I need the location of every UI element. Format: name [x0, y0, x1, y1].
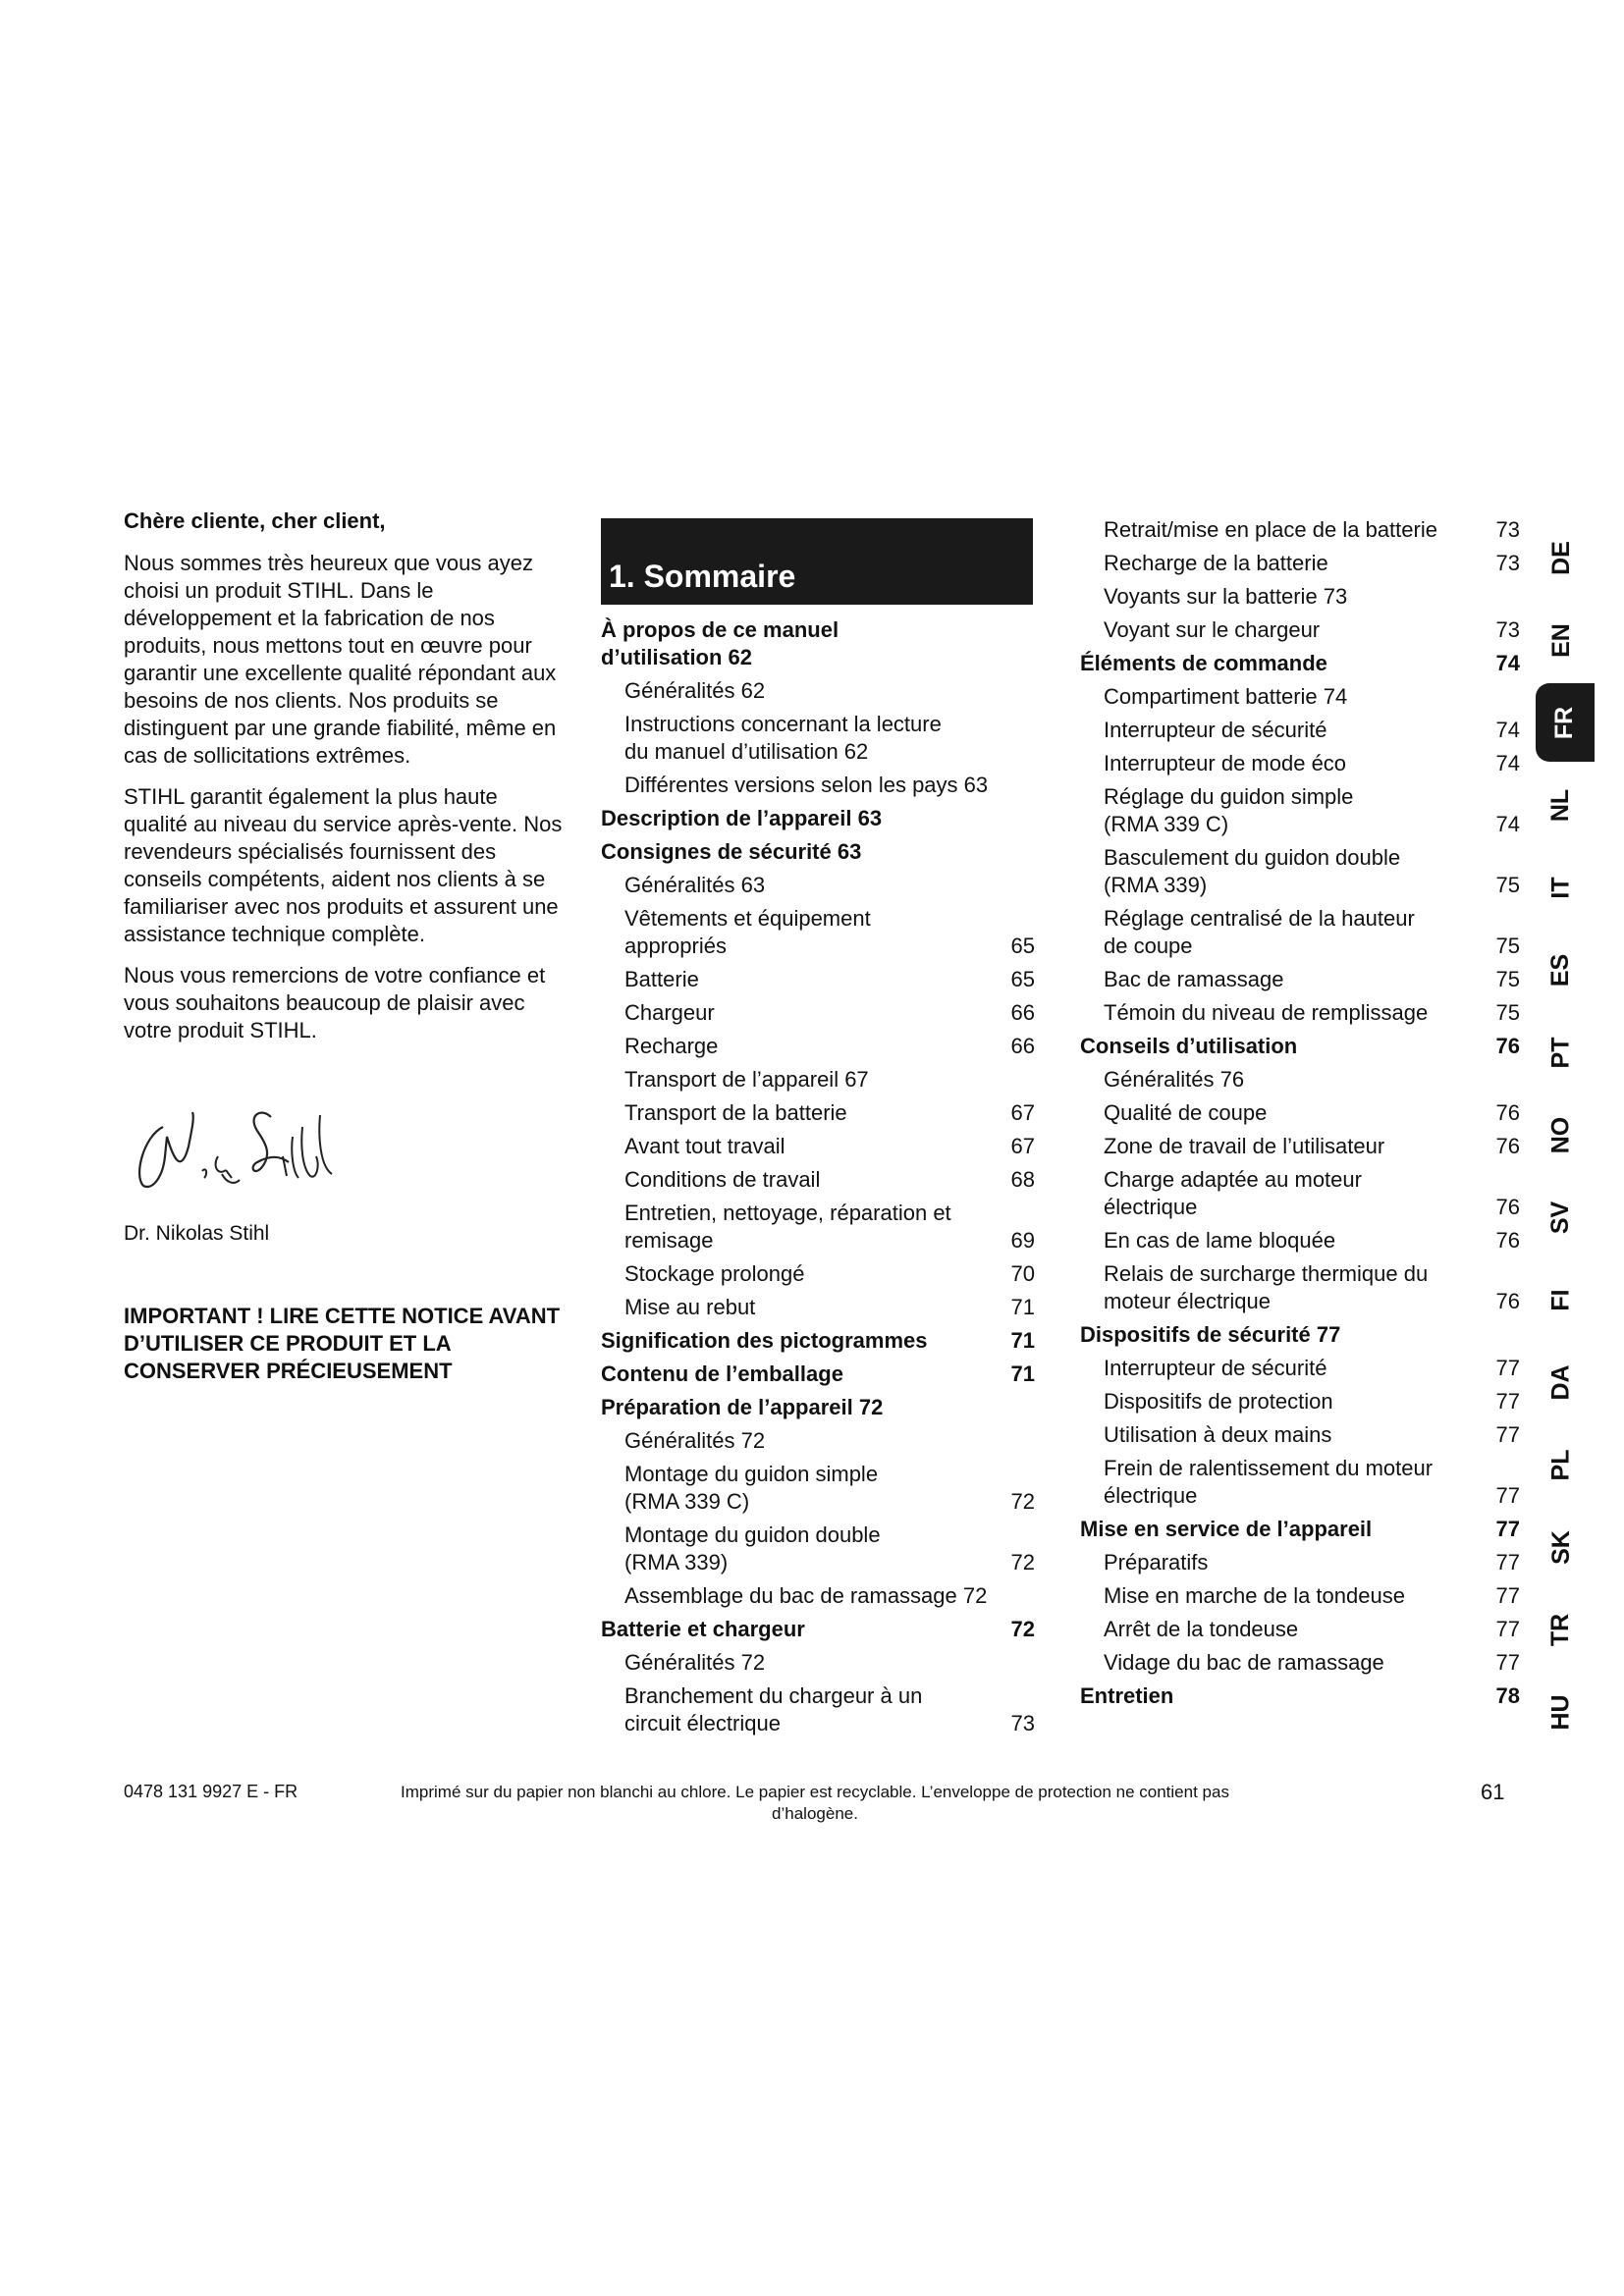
- toc-heading[interactable]: [601, 1394, 1035, 1421]
- toc-title: Frein de ralentissement du moteur électrique: [1104, 1456, 1434, 1508]
- toc-entry[interactable]: [1080, 1355, 1520, 1382]
- toc-title: Témoin du niveau de remplissage: [1104, 1000, 1429, 1025]
- toc-page-number: 75: [1495, 934, 1520, 958]
- toc-title: Branchement du chargeur à un circuit électrique: [624, 1683, 923, 1735]
- toc-page-number: 77: [1495, 1517, 1520, 1541]
- toc-page-number: 68: [1010, 1167, 1035, 1192]
- signer-name: Dr. Nikolas Stihl: [124, 1222, 270, 1245]
- toc-page-number: 73: [1495, 617, 1520, 642]
- toc-page-number: 76: [1495, 1228, 1520, 1253]
- language-tab-label: SK: [1546, 1529, 1575, 1565]
- toc-title: Voyant sur le chargeur: [1104, 617, 1321, 642]
- toc-entry[interactable]: [601, 711, 1035, 766]
- toc-title: Généralités 72: [624, 1650, 766, 1675]
- language-tab-label: DE: [1546, 540, 1575, 575]
- toc-entry[interactable]: [1080, 1166, 1520, 1221]
- language-tab-pl[interactable]: [1532, 1425, 1591, 1504]
- toc-entry[interactable]: [601, 1200, 1035, 1255]
- toc-entry[interactable]: [601, 905, 1035, 960]
- toc-title: Éléments de commande: [1080, 651, 1327, 675]
- toc-entry[interactable]: [601, 999, 1035, 1027]
- toc-page-number: 72: [1010, 1617, 1035, 1641]
- language-tab-label: PL: [1546, 1449, 1575, 1480]
- toc-page-number: 71: [1010, 1295, 1035, 1319]
- toc-page-number: 69: [1010, 1228, 1035, 1253]
- toc-entry[interactable]: [1080, 1649, 1520, 1677]
- toc-title: Transport de la batterie: [624, 1100, 847, 1125]
- toc-page-number: 71: [1010, 1328, 1035, 1353]
- language-tab-en[interactable]: [1532, 601, 1591, 679]
- toc-entry[interactable]: [601, 1260, 1035, 1288]
- toc-title: Réglage du guidon simple (RMA 339 C): [1104, 784, 1354, 836]
- toc-page-number: 76: [1495, 1034, 1520, 1058]
- toc-title: Conditions de travail: [624, 1167, 821, 1192]
- language-tab-tr[interactable]: [1532, 1590, 1591, 1669]
- important-notice: IMPORTANT ! LIRE CETTE NOTICE AVANT D’UTILISER CE PRODUIT ET LA CONSERVER PRÉCIEUSEMENT: [124, 1304, 561, 1383]
- toc-entry[interactable]: [1080, 1260, 1520, 1315]
- toc-page-number: 77: [1495, 1583, 1520, 1608]
- toc-entry[interactable]: [1080, 783, 1520, 838]
- toc-title: Mise au rebut: [624, 1295, 756, 1319]
- toc-heading[interactable]: [1080, 1321, 1520, 1349]
- toc-page-number: 75: [1495, 1000, 1520, 1025]
- toc-title: Avant tout travail: [624, 1134, 785, 1158]
- toc-title: Compartiment batterie 74: [1104, 684, 1348, 709]
- toc-page-number: 70: [1010, 1261, 1035, 1286]
- toc-title: Préparation de l’appareil 72: [601, 1395, 884, 1419]
- toc-entry[interactable]: [1080, 844, 1520, 899]
- toc-entry[interactable]: [601, 1166, 1035, 1194]
- toc-title: Généralités 62: [624, 678, 766, 703]
- page-number: 61: [1481, 1780, 1505, 1804]
- language-tab-label: FR: [1550, 706, 1579, 739]
- toc-page-number: 73: [1495, 517, 1520, 542]
- language-tab-da[interactable]: [1532, 1343, 1591, 1421]
- toc-page-number: 65: [1010, 967, 1035, 991]
- toc-page-number: 67: [1010, 1100, 1035, 1125]
- toc-page-number: 74: [1495, 751, 1520, 775]
- toc-page-number: 77: [1495, 1617, 1520, 1641]
- toc-title: Mise en service de l’appareil: [1080, 1517, 1373, 1541]
- toc-page-number: 75: [1495, 873, 1520, 897]
- language-tab-label: IT: [1546, 876, 1575, 899]
- toc-heading[interactable]: [1080, 1516, 1520, 1543]
- toc-entry[interactable]: [601, 1682, 1035, 1737]
- toc-page-number: 77: [1495, 1422, 1520, 1447]
- toc-page-number: 66: [1010, 1000, 1035, 1025]
- toc-title: Chargeur: [624, 1000, 715, 1025]
- toc-title: Voyants sur la batterie 73: [1104, 584, 1348, 609]
- toc-title: Signification des pictogrammes: [601, 1328, 928, 1353]
- toc-entry[interactable]: [601, 872, 1035, 899]
- toc-page-number: 65: [1010, 934, 1035, 958]
- toc-entry[interactable]: [601, 1461, 1035, 1516]
- toc-title: Basculement du guidon double (RMA 339): [1104, 845, 1401, 897]
- language-tab-es[interactable]: [1532, 931, 1591, 1009]
- toc-entry[interactable]: [601, 1099, 1035, 1127]
- toc-title: Interrupteur de sécurité: [1104, 1356, 1327, 1380]
- toc-page-number: 77: [1495, 1356, 1520, 1380]
- greeting: Chère cliente, cher client,: [124, 508, 386, 533]
- toc-title: Vêtements et équipement appropriés: [624, 906, 871, 958]
- language-tab-it[interactable]: [1532, 848, 1591, 927]
- toc-title: Transport de l’appareil 67: [624, 1067, 869, 1092]
- toc-page-number: 76: [1495, 1195, 1520, 1219]
- toc-entry[interactable]: [1080, 1388, 1520, 1415]
- document-code: 0478 131 9927 E - FR: [124, 1782, 298, 1801]
- toc-title: Stockage prolongé: [624, 1261, 805, 1286]
- toc-entry[interactable]: [1080, 905, 1520, 960]
- language-tab-fr[interactable]: [1536, 683, 1595, 762]
- toc-entry[interactable]: [1080, 1099, 1520, 1127]
- toc-page-number: 74: [1495, 812, 1520, 836]
- toc-entry[interactable]: [601, 966, 1035, 993]
- toc-title: En cas de lame bloquée: [1104, 1228, 1336, 1253]
- toc-entry[interactable]: [1080, 516, 1520, 544]
- toc-title: Entretien, nettoyage, réparation et remisage: [624, 1201, 951, 1253]
- toc-title: Instructions concernant la lecture du manuel d’utilisation 62: [624, 712, 942, 764]
- toc-heading[interactable]: [601, 805, 1035, 832]
- section-title: 1. Sommaire: [609, 559, 796, 594]
- toc-heading[interactable]: [1080, 650, 1520, 677]
- toc-title: Dispositifs de protection: [1104, 1389, 1333, 1414]
- toc-entry[interactable]: [601, 1427, 1035, 1455]
- toc-entry[interactable]: [601, 1133, 1035, 1160]
- toc-title: Recharge: [624, 1034, 719, 1058]
- toc-entry[interactable]: [601, 1294, 1035, 1321]
- toc-heading[interactable]: [1080, 1682, 1520, 1710]
- toc-entry[interactable]: [1080, 1421, 1520, 1449]
- toc-heading[interactable]: [601, 1327, 1035, 1355]
- toc-title: Montage du guidon double (RMA 339): [624, 1522, 881, 1575]
- toc-title: Généralités 76: [1104, 1067, 1245, 1092]
- toc-title: Utilisation à deux mains: [1104, 1422, 1332, 1447]
- toc-title: Généralités 72: [624, 1428, 766, 1453]
- language-tab-label: NL: [1546, 788, 1575, 822]
- toc-title: À propos de ce manuel d’utilisation 62: [601, 617, 839, 669]
- toc-entry[interactable]: [1080, 583, 1520, 611]
- toc-title: Charge adaptée au moteur électrique: [1104, 1167, 1362, 1219]
- toc-title: Bac de ramassage: [1104, 967, 1284, 991]
- toc-entry[interactable]: [1080, 966, 1520, 993]
- toc-title: Interrupteur de sécurité: [1104, 718, 1327, 742]
- toc-title: Réglage centralisé de la hauteur de coupe: [1104, 906, 1415, 958]
- toc-page-number: 76: [1495, 1134, 1520, 1158]
- toc-page-number: 72: [1010, 1550, 1035, 1575]
- toc-page-number: 77: [1495, 1550, 1520, 1575]
- toc-column-right: [1080, 516, 1520, 1716]
- section-header: [601, 518, 1033, 605]
- toc-page-number: 66: [1010, 1034, 1035, 1058]
- toc-entry[interactable]: [1080, 1133, 1520, 1160]
- toc-title: Arrêt de la tondeuse: [1104, 1617, 1299, 1641]
- toc-entry[interactable]: [1080, 717, 1520, 744]
- toc-title: Vidage du bac de ramassage: [1104, 1650, 1384, 1675]
- toc-title: Généralités 63: [624, 873, 766, 897]
- toc-page-number: 76: [1495, 1289, 1520, 1313]
- toc-title: Mise en marche de la tondeuse: [1104, 1583, 1405, 1608]
- toc-entry[interactable]: [601, 772, 1035, 799]
- language-tab-sk[interactable]: [1532, 1508, 1591, 1586]
- toc-heading[interactable]: [601, 1616, 1035, 1643]
- toc-entry[interactable]: [601, 677, 1035, 705]
- toc-heading[interactable]: [1080, 1033, 1520, 1060]
- letter-paragraph: STIHL garantit également la plus haute qualité au niveau du service après-vente. Nos revendeurs spécialisés fournissent des conseils compétents, aident nos clients à se familiariser avec nos produits et assurent une assistance technique complète.: [124, 784, 563, 946]
- toc-entry[interactable]: [1080, 1549, 1520, 1576]
- toc-title: Entretien: [1080, 1683, 1174, 1708]
- toc-title: Conseils d’utilisation: [1080, 1034, 1298, 1058]
- language-tab-label: FI: [1546, 1288, 1575, 1311]
- toc-entry[interactable]: [601, 1522, 1035, 1576]
- language-tab-label: EN: [1546, 622, 1575, 658]
- toc-title: Contenu de l’emballage: [601, 1362, 843, 1386]
- language-tab-sv[interactable]: [1532, 1178, 1591, 1256]
- toc-entry[interactable]: [1080, 1582, 1520, 1610]
- footer-note: Imprimé sur du papier non blanchi au chlore. Le papier est recyclable. L’enveloppe de protection ne contient pas d’halogène.: [401, 1783, 1229, 1823]
- language-tab-label: HU: [1546, 1693, 1575, 1731]
- language-tab-label: TR: [1546, 1613, 1575, 1646]
- language-tab-hu[interactable]: [1532, 1673, 1591, 1751]
- toc-title: Batterie: [624, 967, 699, 991]
- toc-heading[interactable]: [601, 838, 1035, 866]
- toc-page-number: 74: [1495, 651, 1520, 675]
- letter-paragraph: Nous vous remercions de votre confiance et vous souhaitons beaucoup de plaisir avec votre produit STIHL.: [124, 963, 546, 1042]
- language-tab-label: DA: [1546, 1363, 1575, 1401]
- toc-title: Interrupteur de mode éco: [1104, 751, 1347, 775]
- toc-title: Zone de travail de l’utilisateur: [1104, 1134, 1385, 1158]
- language-tab-pt[interactable]: [1532, 1013, 1591, 1092]
- language-tab-label: SV: [1546, 1201, 1575, 1234]
- toc-page-number: 76: [1495, 1100, 1520, 1125]
- toc-page-number: 75: [1495, 967, 1520, 991]
- toc-entry[interactable]: [1080, 550, 1520, 577]
- letter-column: [124, 508, 564, 1385]
- language-tab-fi[interactable]: [1532, 1260, 1591, 1339]
- signature-image: [124, 1097, 379, 1205]
- letter-paragraph: Nous sommes très heureux que vous ayez choisi un produit STIHL. Dans le développement et la fabrication de nos produits, nous mettons tout en œuvre pour garantir une excellente qualité répondant aux besoins de nos clients. Nos produits se distinguent par une grande fiabilité, même en cas de sollicitations extrêmes.: [124, 551, 557, 768]
- toc-entry[interactable]: [601, 1649, 1035, 1677]
- toc-entry[interactable]: [1080, 1616, 1520, 1643]
- language-tabs: [1532, 518, 1591, 1755]
- toc-title: Différentes versions selon les pays 63: [624, 773, 989, 797]
- toc-page-number: 72: [1010, 1489, 1035, 1514]
- toc-title: Montage du guidon simple (RMA 339 C): [624, 1462, 879, 1514]
- toc-heading[interactable]: [601, 1361, 1035, 1388]
- toc-heading[interactable]: [601, 616, 1035, 671]
- toc-page-number: 77: [1495, 1389, 1520, 1414]
- toc-title: Qualité de coupe: [1104, 1100, 1268, 1125]
- toc-page-number: 74: [1495, 718, 1520, 742]
- language-tab-label: NO: [1546, 1116, 1575, 1153]
- toc-page-number: 78: [1495, 1683, 1520, 1708]
- toc-entry[interactable]: [1080, 616, 1520, 644]
- toc-entry[interactable]: [1080, 1066, 1520, 1094]
- toc-title: Relais de surcharge thermique du moteur électrique: [1104, 1261, 1429, 1313]
- language-tab-label: ES: [1546, 953, 1575, 987]
- toc-page-number: 77: [1495, 1483, 1520, 1508]
- toc-title: Dispositifs de sécurité 77: [1080, 1322, 1341, 1347]
- toc-page-number: 71: [1010, 1362, 1035, 1386]
- toc-title: Recharge de la batterie: [1104, 551, 1328, 575]
- toc-title: Batterie et chargeur: [601, 1617, 805, 1641]
- toc-entry[interactable]: [601, 1033, 1035, 1060]
- toc-title: Préparatifs: [1104, 1550, 1209, 1575]
- language-tab-no[interactable]: [1532, 1095, 1591, 1174]
- toc-title: Retrait/mise en place de la batterie: [1104, 517, 1437, 542]
- toc-page-number: 73: [1010, 1711, 1035, 1735]
- toc-column-left: [601, 616, 1035, 1743]
- language-tab-de[interactable]: [1532, 518, 1591, 597]
- toc-entry[interactable]: [1080, 1227, 1520, 1255]
- toc-title: Assemblage du bac de ramassage 72: [624, 1583, 988, 1608]
- toc-page-number: 77: [1495, 1650, 1520, 1675]
- language-tab-label: PT: [1546, 1037, 1575, 1068]
- toc-entry[interactable]: [1080, 683, 1520, 711]
- toc-title: Description de l’appareil 63: [601, 806, 883, 830]
- language-tab-nl[interactable]: [1532, 766, 1591, 844]
- toc-title: Consignes de sécurité 63: [601, 839, 862, 864]
- toc-page-number: 73: [1495, 551, 1520, 575]
- toc-entry[interactable]: [1080, 750, 1520, 777]
- toc-entry[interactable]: [601, 1066, 1035, 1094]
- toc-entry[interactable]: [1080, 999, 1520, 1027]
- toc-entry[interactable]: [601, 1582, 1035, 1610]
- toc-entry[interactable]: [1080, 1455, 1520, 1510]
- toc-page-number: 67: [1010, 1134, 1035, 1158]
